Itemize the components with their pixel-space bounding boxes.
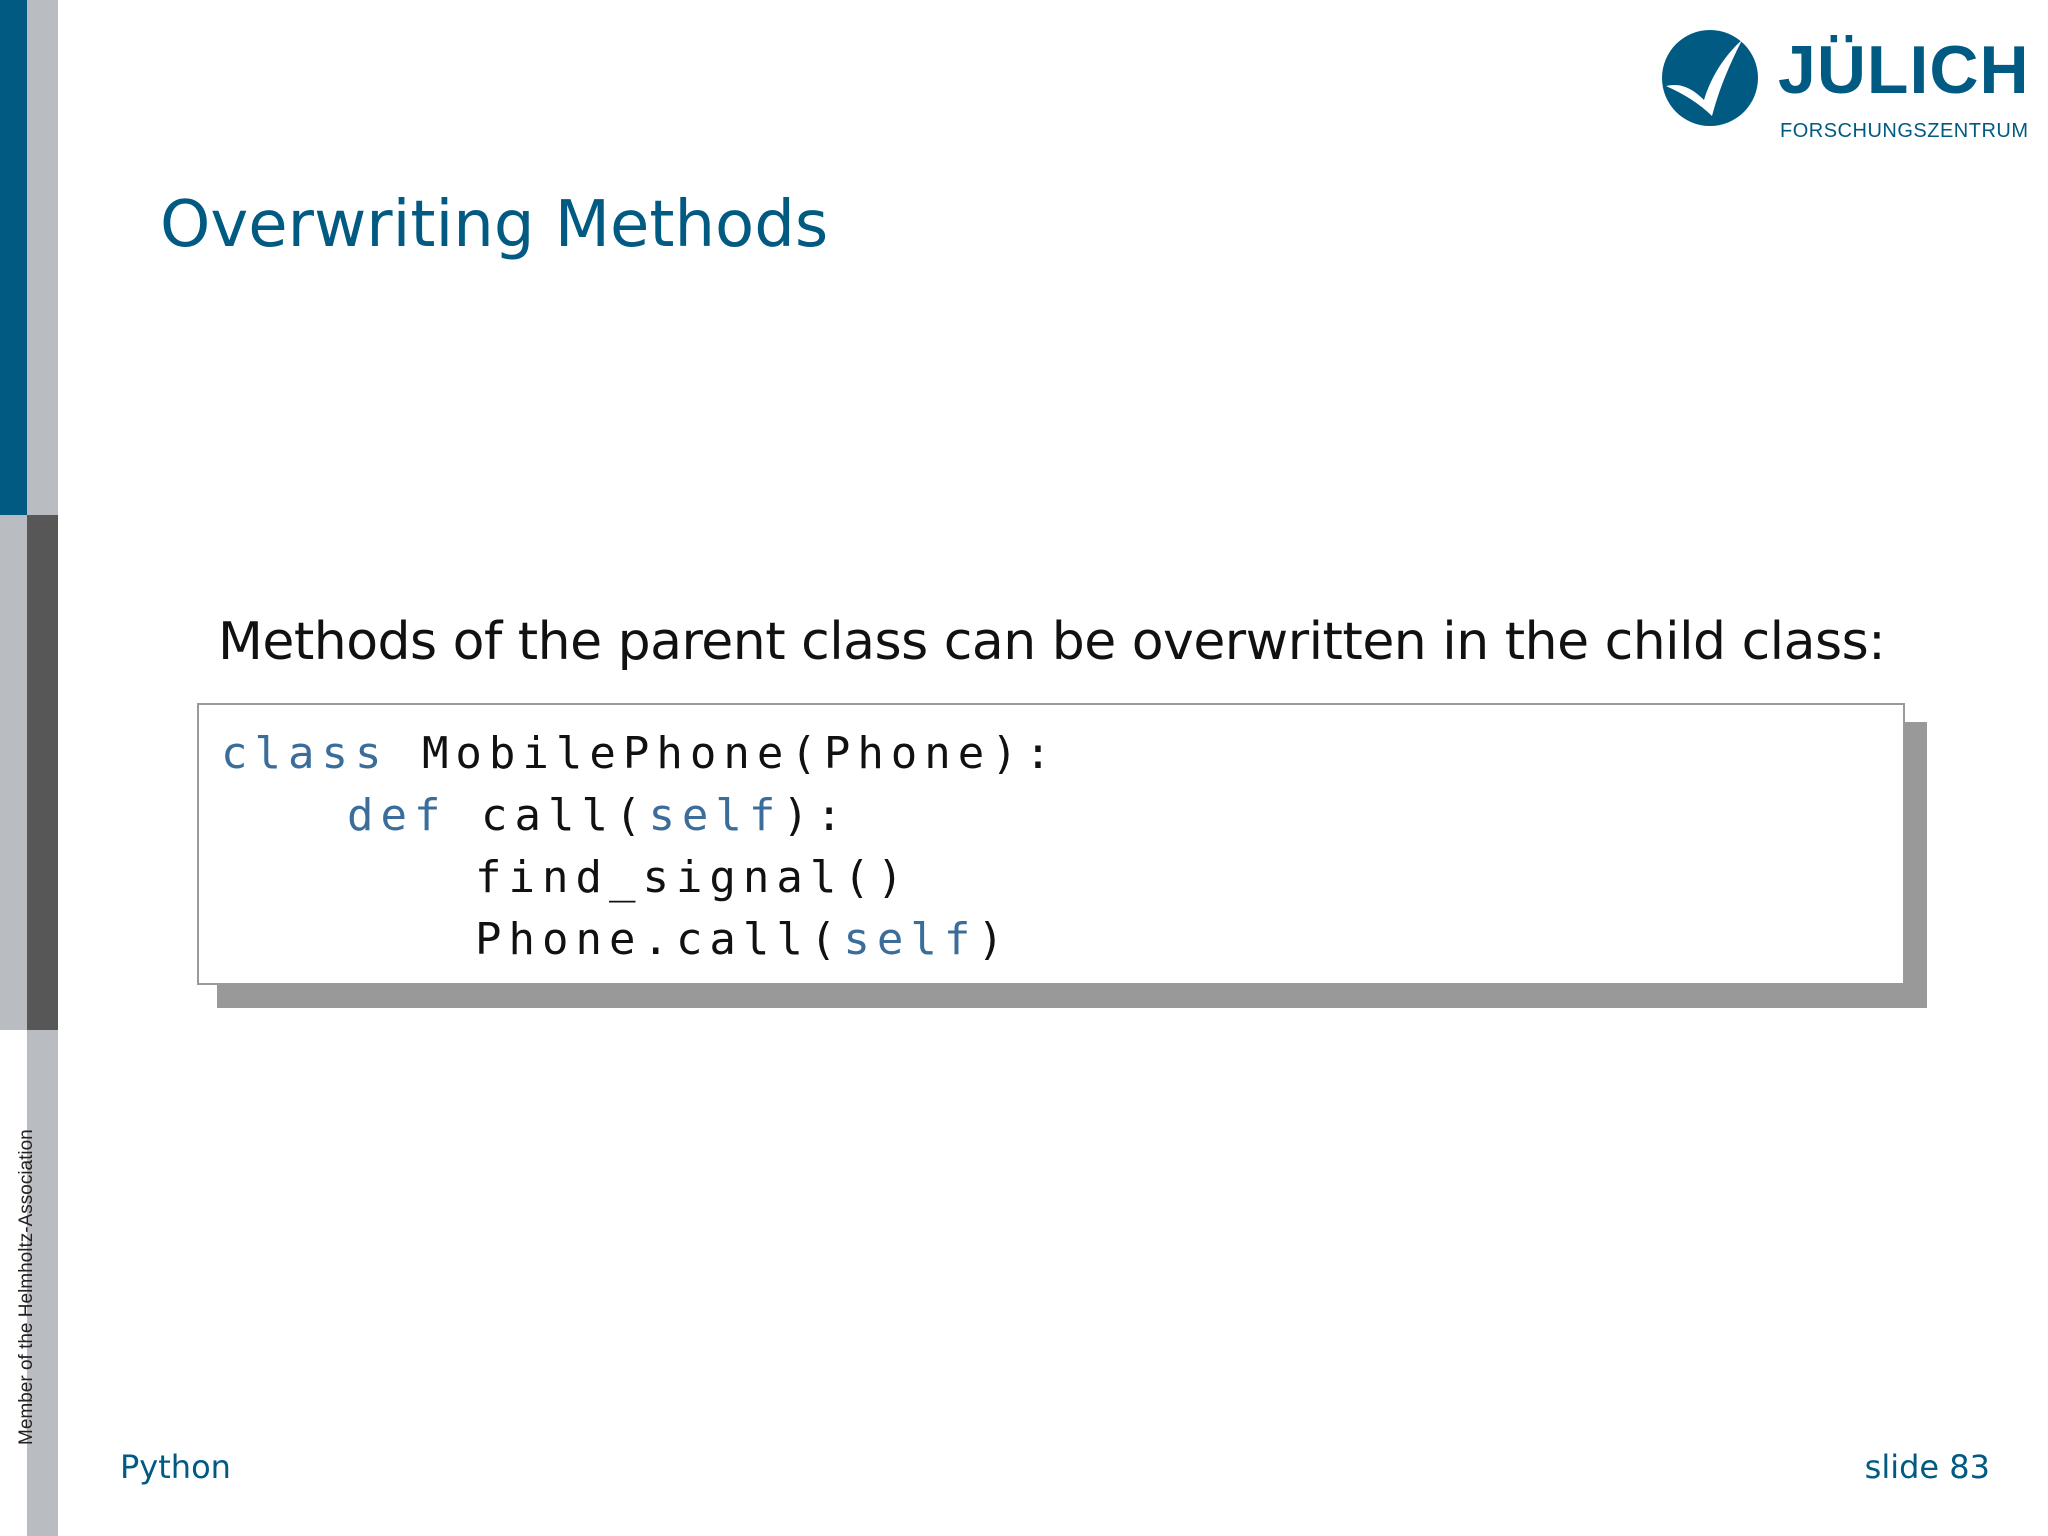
code-listing xyxy=(221,723,1058,971)
sidebar xyxy=(0,0,58,1536)
slide-title: Overwriting Methods xyxy=(160,188,829,262)
footer-slide-number: slide 83 xyxy=(1864,1448,1990,1486)
slide-intro-text: Methods of the parent class can be overwritten in the child class: xyxy=(218,612,1886,672)
helmholtz-membership-text: Member of the Helmholtz-Association xyxy=(16,1129,37,1445)
sidebar-bar-dark xyxy=(27,515,58,1030)
sidebar-bar-blue xyxy=(0,0,27,515)
code-self-arg: self xyxy=(843,914,978,965)
code-text: ) xyxy=(977,914,1011,965)
code-text: ): xyxy=(782,790,850,841)
code-text: Phone.call( xyxy=(475,914,844,965)
code-text: MobilePhone(Phone): xyxy=(388,728,1059,779)
code-self-arg: self xyxy=(648,790,783,841)
code-block xyxy=(197,703,1905,985)
juelich-logo-icon xyxy=(1660,28,1760,128)
sidebar-bar-grey xyxy=(0,515,27,1030)
logo-subtitle: FORSCHUNGSZENTRUM xyxy=(1780,120,2029,142)
code-line-3 xyxy=(221,847,1058,909)
juelich-logo xyxy=(1660,26,2030,146)
code-text: call( xyxy=(447,790,649,841)
sidebar-bar-light xyxy=(27,0,58,515)
code-line-4 xyxy=(221,909,1058,971)
code-text: find_signal() xyxy=(475,852,911,903)
footer-course-title: Python xyxy=(120,1448,231,1486)
code-line-2 xyxy=(221,785,1058,847)
code-keyword: class xyxy=(221,728,389,779)
logo-wordmark: JÜLICH xyxy=(1778,32,2030,108)
code-line-1 xyxy=(221,723,1058,785)
code-keyword: def xyxy=(347,790,448,841)
